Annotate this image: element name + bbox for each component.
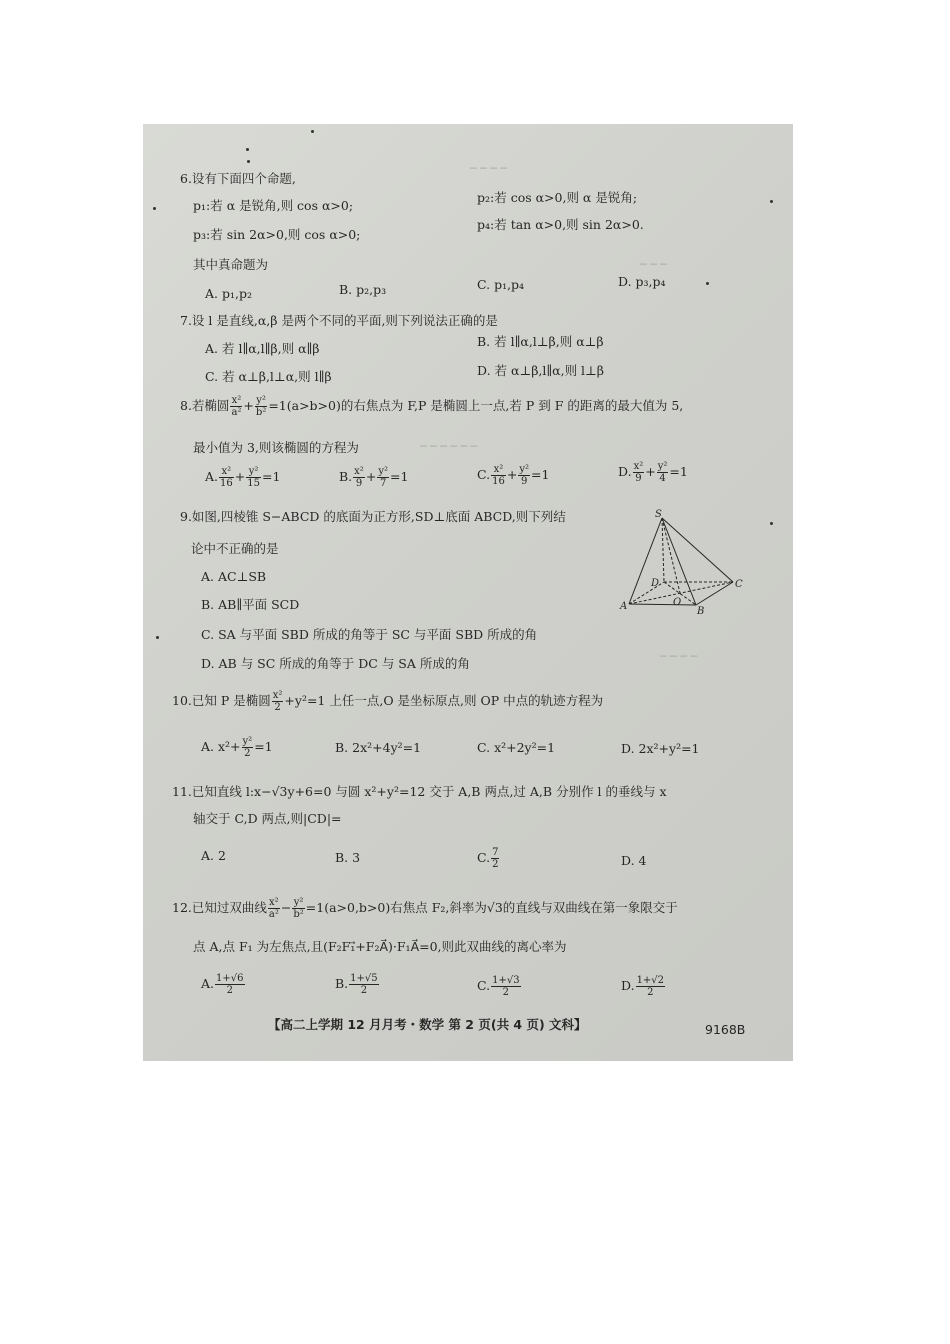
q12-option-a: A. $\frac{1+√6}{2}$ [201, 973, 244, 996]
q6-option-a: A. p₁,p₂ [205, 286, 252, 301]
edge-sb [662, 518, 696, 605]
q10-option-d: D. 2x²+y²=1 [621, 741, 700, 756]
q9-option-a: A. AC⊥SB [201, 569, 267, 584]
q6-option-c: C. p₁,p₄ [477, 277, 525, 292]
q7-stem: 7.设 l 是直线,α,β 是两个不同的平面,则下列说法正确的是 [180, 313, 498, 328]
speck [311, 130, 314, 133]
q7-option-d: D. 若 α⊥β,l∥α,则 l⊥β [477, 363, 605, 378]
speck [246, 148, 249, 151]
edge-sa [629, 518, 662, 604]
q9-option-b: B. AB∥平面 SCD [201, 597, 300, 612]
q12-x-fraction: $\frac{\text{x²}}{\text{a²}}$ [268, 897, 279, 920]
q8-stem-line2: 最小值为 3,则该椭圆的方程为 [193, 440, 359, 455]
q8-option-c: C. $\frac{\text{x²}}{16}$ + $\frac{\text{y²}}{9}$ =1 [477, 464, 550, 487]
q12-option-c: C. $\frac{1+√3}{2}$ [477, 975, 520, 998]
q11-option-c: C. $\frac{7}{2}$ [477, 847, 499, 870]
q10-option-a: A. x²+ $\frac{\text{y²}}{2}$ =1 [201, 736, 273, 759]
speck [770, 522, 773, 525]
q10-option-b: B. 2x²+4y²=1 [335, 740, 422, 755]
speck [153, 207, 156, 210]
q6-stem: 6.设有下面四个命题, [180, 171, 296, 186]
q8-stem-suffix: =1(a>b>0)的右焦点为 F,P 是椭圆上一点,若 P 到 F 的距离的最大值为 5, [268, 398, 684, 413]
q11-option-d: D. 4 [621, 853, 647, 868]
q6-p1: p₁:若 α 是锐角,则 cos α>0; [193, 198, 354, 213]
q9-option-c: C. SA 与平面 SBD 所成的角等于 SC 与平面 SBD 所成的角 [201, 627, 538, 642]
q8-stem-prefix: 8.若椭圆 [180, 398, 230, 413]
speck [770, 200, 773, 203]
speck [706, 282, 709, 285]
q6-option-b: B. p₂,p₃ [339, 282, 387, 297]
q8-stem-line1: 8.若椭圆 $\frac{\text{x²}}{\text{a²}}$ + $\frac{\text{y²}}{\text{b²}}$ =1(a>b>0)的右焦点为 F,P 是椭圆上一点,若 P 到 F 的距离的最大值为 5, [180, 395, 684, 418]
q10-fraction: $\frac{\text{x²}}{2}$ [272, 690, 283, 713]
q7-option-a: A. 若 l∥α,l∥β,则 α∥β [205, 341, 320, 356]
label-d: D [651, 578, 660, 589]
q9-stem-line1: 9.如图,四棱锥 S−ABCD 的底面为正方形,SD⊥底面 ABCD,则下列结 [180, 509, 566, 524]
label-b: B [697, 606, 705, 617]
q12-stem-line2: 点 A,点 F₁ 为左焦点,且(F₂F₁⃗+F₂A⃗)·F₁A⃗=0,则此双曲线的离心率为 [193, 939, 567, 954]
bleed-through-text: ─ ─ ─ [640, 258, 667, 271]
edge-sc [662, 518, 733, 582]
q6-p3: p₃:若 sin 2α>0,则 cos α>0; [193, 227, 361, 242]
edge-ab [629, 604, 696, 605]
q11-stem-line1: 11.已知直线 l:x−√3y+6=0 与圆 x²+y²=12 交于 A,B 两点,过 A,B 分别作 l 的垂线与 x [172, 784, 667, 799]
q9-stem-line2: 论中不正确的是 [191, 541, 279, 556]
q12-option-d: D. $\frac{1+√2}{2}$ [621, 975, 665, 998]
bleed-through-text: ─ ─ ─ ─ ─ ─ [420, 440, 478, 453]
q7-option-b: B. 若 l∥α,l⊥β,则 α⊥β [477, 334, 604, 349]
q8-y-fraction: $\frac{\text{y²}}{\text{b²}}$ [255, 395, 267, 418]
speck [156, 636, 159, 639]
label-c: C [735, 579, 743, 590]
q12-option-b: B. $\frac{1+√5}{2}$ [335, 973, 378, 996]
label-a: A [620, 601, 628, 612]
paper-code: 9168B [705, 1022, 746, 1037]
q11-option-b: B. 3 [335, 850, 361, 865]
q8-x-fraction: $\frac{\text{x²}}{\text{a²}}$ [231, 395, 242, 418]
q12-stem-line1: 12.已知过双曲线 $\frac{\text{x²}}{\text{a²}}$ − $\frac{\text{y²}}{\text{b²}}$ =1(a>0,b>0)右焦点 F₂,斜率为√3的直线与双曲线在第一象限交于 [172, 897, 678, 920]
label-s: S [655, 509, 662, 520]
q7-option-c: C. 若 α⊥β,l⊥α,则 l∥β [205, 369, 332, 384]
q11-stem-line2: 轴交于 C,D 两点,则|CD|= [193, 811, 342, 826]
page-footer: 【高二上学期 12 月月考・数学 第 2 页(共 4 页) 文科】 [268, 1017, 587, 1032]
bleed-through-text: ─ ─ ─ ─ [660, 650, 697, 663]
q12-y-fraction: $\frac{\text{y²}}{\text{b²}}$ [293, 897, 304, 920]
speck [247, 160, 250, 163]
q10-option-c: C. x²+2y²=1 [477, 740, 556, 755]
q6-p2: p₂:若 cos α>0,则 α 是锐角; [477, 190, 638, 205]
q10-stem: 10.已知 P 是椭圆 $\frac{\text{x²}}{2}$ +y²=1 上任一点,O 是坐标原点,则 OP 中点的轨迹方程为 [172, 690, 604, 713]
q6-p4: p₄:若 tan α>0,则 sin 2α>0. [477, 217, 644, 232]
edge-sd [662, 518, 664, 582]
pyramid-figure [615, 505, 755, 617]
q8-option-b: B. $\frac{\text{x²}}{9}$ + $\frac{\text{y²}}{7}$ =1 [339, 466, 409, 489]
q9-option-d: D. AB 与 SC 所成的角等于 DC 与 SA 所成的角 [201, 656, 470, 671]
bleed-through-text: ─ ─ ─ ─ [470, 162, 507, 175]
q6-option-d: D. p₃,p₄ [618, 274, 666, 289]
q11-option-a: A. 2 [201, 848, 226, 863]
q8-option-a: A. $\frac{\text{x²}}{16}$ + $\frac{\text{y²}}{15}$ =1 [205, 466, 281, 489]
label-o: O [673, 597, 682, 608]
q8-option-d: D. $\frac{\text{x²}}{9}$ + $\frac{\text{y²}}{4}$ =1 [618, 461, 688, 484]
q6-ask: 其中真命题为 [193, 257, 269, 272]
